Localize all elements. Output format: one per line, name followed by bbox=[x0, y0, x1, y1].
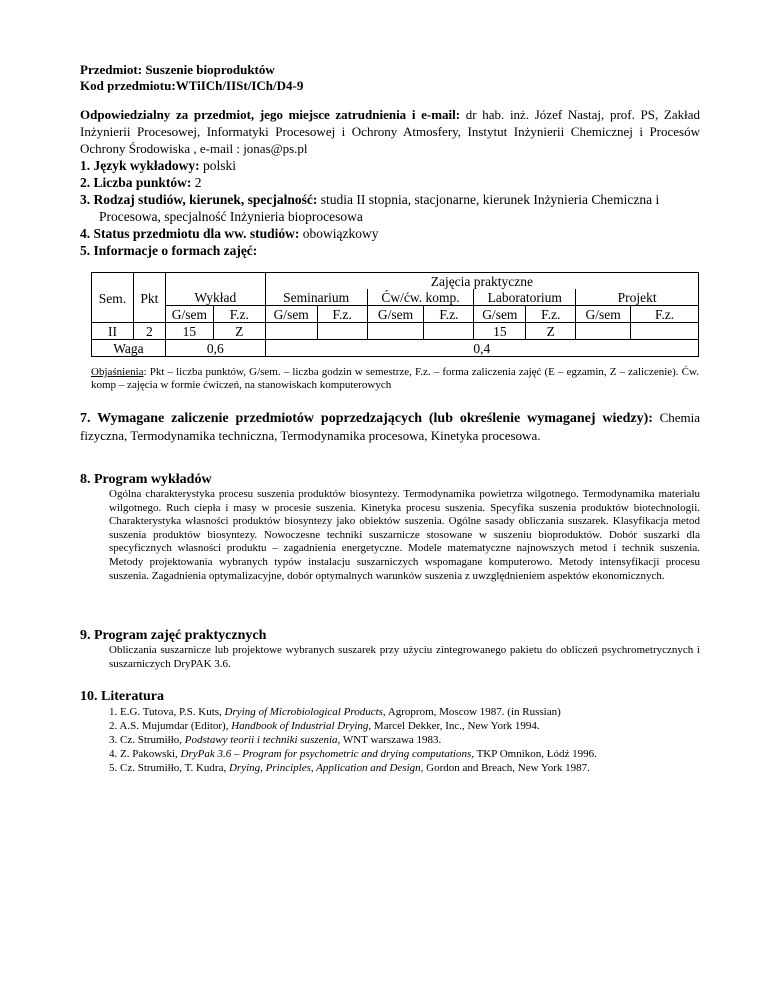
lab-header: Laboratorium bbox=[474, 289, 576, 306]
section-text: Chemia fizyczna, Termodynamika techniczna, Termodynamika procesowa, Kinetyka procesowa. bbox=[80, 410, 701, 443]
gsem-header: G/sem bbox=[265, 306, 317, 323]
section-text: Obliczania suszarnicze lub projektowe wybranych suszarek przy użyciu zintegrowanego pakietu do obliczeń psychrometrycznych i suszarniczych DryPAK 3.6. bbox=[109, 644, 700, 670]
responsible-text: dr hab. inż. Józef Nastaj, prof. PS, Zakład Inżynierii Procesowej, Informatyki Procesowej i Ochrony Atmosfery, Instytut Inżynierii Chemicznej i Procesów Ochrony Środowiska , e-mail : jonas@ps.pl bbox=[80, 107, 700, 156]
list-item: 1. E.G. Tutova, P.S. Kuts, Drying of Microbiological Products, Agroprom, Moscow 1987. (in Russian) bbox=[109, 706, 561, 718]
gsem-header: G/sem bbox=[576, 306, 631, 323]
responsible-label: Odpowiedzialny za przedmiot, jego miejsce zatrudnienia i e-mail: bbox=[80, 107, 461, 122]
lecture-hours: 15 bbox=[165, 323, 213, 340]
weight-label: Waga bbox=[92, 340, 166, 357]
list-item: 3. Cz. Strumiłło, Podstawy teorii i techniki suszenia, WNT warszawa 1983. bbox=[109, 734, 442, 746]
lecture-header: Wykład bbox=[165, 289, 265, 306]
lab-hours: 15 bbox=[474, 323, 526, 340]
lecture-form: Z bbox=[213, 323, 265, 340]
item-label: 2. Liczba punktów: bbox=[80, 175, 192, 190]
list-item bbox=[80, 174, 700, 191]
section-title: 10. Literatura bbox=[80, 689, 164, 704]
item-value: polski bbox=[199, 158, 237, 173]
item-label: 5. Informacje o formach zajęć: bbox=[80, 243, 258, 258]
explanation-label: Objaśnienia bbox=[91, 366, 144, 378]
section-lectures bbox=[80, 471, 700, 583]
item-value: obowiązkowy bbox=[299, 226, 379, 241]
section-literature bbox=[80, 688, 700, 775]
fz-header: F.z. bbox=[213, 306, 265, 323]
pkt-header: Pkt bbox=[133, 289, 165, 306]
project-header: Projekt bbox=[576, 289, 699, 306]
fz-header: F.z. bbox=[424, 306, 474, 323]
item-value: studia II stopnia, stacjonarne, kierunek Inżynieria Chemiczna i Procesowa, specjalność Inżynieria bioprocesowa bbox=[99, 192, 660, 224]
item-label: 1. Język wykładowy: bbox=[80, 158, 200, 173]
list-item bbox=[80, 242, 700, 259]
lab-form: Z bbox=[526, 323, 576, 340]
weight-lecture: 0,6 bbox=[165, 340, 265, 357]
item-label: 4. Status przedmiotu dla ww. studiów: bbox=[80, 226, 300, 241]
subject-title: Przedmiot: Suszenie bioproduktów bbox=[80, 62, 275, 77]
explanation-text: : Pkt – liczba punktów, G/sem. – liczba godzin w semestrze, F.z. – forma zaliczenia zajęć (E – egzamin, Z – zaliczenie). Ćw. komp – zajęcia w formie ćwiczeń, na stanowiskach komputerowych bbox=[91, 366, 699, 391]
responsible-paragraph bbox=[80, 106, 700, 157]
list-item bbox=[80, 225, 700, 242]
list-item: 5. Cz. Strumiłło, T. Kudra, Drying, Principles, Application and Design, Gordon and Breach, New York 1987. bbox=[109, 762, 590, 774]
section-title: 7. Wymagane zaliczenie przedmiotów poprzedzających (lub określenie wymaganej wiedzy): bbox=[80, 411, 653, 426]
gsem-header: G/sem bbox=[367, 306, 424, 323]
list-item bbox=[80, 191, 700, 225]
list-item: 4. Z. Pakowski, DryPak 3.6 – Program for psychometric and drying computations, TKP Omnikon, Łódź 1996. bbox=[109, 748, 597, 760]
subject-code: Kod przedmiotu:WTiICh/IISt/ICh/D4-9 bbox=[80, 78, 304, 93]
practical-classes-header: Zajęcia praktyczne bbox=[265, 273, 698, 290]
sem-value: II bbox=[92, 323, 134, 340]
fz-header: F.z. bbox=[631, 306, 699, 323]
section-title: 9. Program zajęć praktycznych bbox=[80, 628, 267, 643]
info-list bbox=[80, 157, 700, 259]
seminar-header: Seminarium bbox=[265, 289, 367, 306]
fz-header: F.z. bbox=[526, 306, 576, 323]
weight-practical: 0,4 bbox=[265, 340, 698, 357]
list-item bbox=[80, 157, 700, 174]
table-explanation bbox=[91, 366, 699, 392]
gsem-header: G/sem bbox=[165, 306, 213, 323]
section-practical bbox=[80, 627, 700, 671]
section-title: 8. Program wykładów bbox=[80, 472, 212, 487]
gsem-header: G/sem bbox=[474, 306, 526, 323]
pkt-value: 2 bbox=[133, 323, 165, 340]
list-item: 2. A.S. Mujumdar (Editor), Handbook of Industrial Drying, Marcel Dekker, Inc., New York 1994. bbox=[109, 720, 540, 732]
section-prerequisites bbox=[80, 409, 700, 445]
item-value: 2 bbox=[191, 175, 202, 190]
section-text: Ogólna charakterystyka procesu suszenia produktów biosyntezy. Termodynamika powietrza wilgotnego. Termodynamika materiału wilgotnego. Ruch ciepła i masy w procesie suszenia. Kinetyka procesu suszenia. Specyfika suszenia produktów biotechnologii. Charakterystyka własności produktów biosyntezy jako obiektów suszenia. Ogólne sasady obliczania suszarek. Klasyfikacja metod suszenia produktów biosyntezy. Nowoczesne techniki suszarnicze stosowane w suszeniu bioproduktów. Dobór suszarki dla specyficznych własności produktu – zagadnienia energetyczne. Modele matematyczne najnowszych metod i technik suszenia. Metody projektowania wybranych typów instalacju suszarniczych wspomagane komputerowo. Metody intensyfikacji procesu suszenia. Zagadnienia optymalizacyjne, dobór optymalnych warunków suszenia z uwzględnieniem aspektów ekonomicznych. bbox=[109, 488, 700, 582]
literature-list bbox=[80, 705, 700, 775]
fz-header: F.z. bbox=[317, 306, 367, 323]
item-label: 3. Rodzaj studiów, kierunek, specjalność: bbox=[80, 192, 318, 207]
classes-table bbox=[91, 272, 699, 357]
exercises-header: Ćw/ćw. komp. bbox=[367, 289, 474, 306]
sem-header: Sem. bbox=[92, 289, 134, 306]
